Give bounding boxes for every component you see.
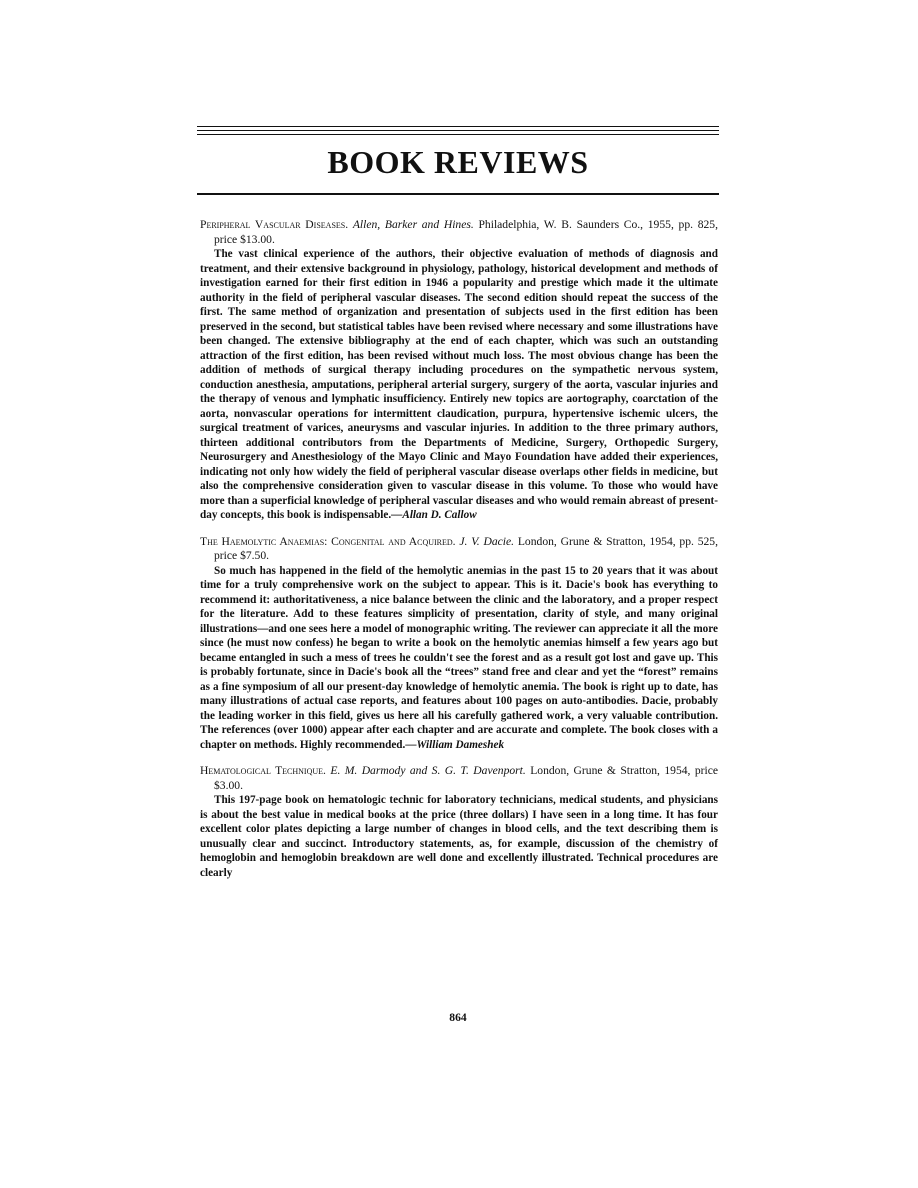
book-title: Hematological Technique. — [200, 764, 326, 777]
book-title: Peripheral Vascular Diseases. — [200, 218, 349, 231]
title-divider — [197, 193, 719, 195]
header-rules — [197, 126, 719, 138]
page-number: 864 — [449, 1011, 467, 1024]
book-authors: J. V. Dacie. — [459, 534, 515, 548]
review-citation — [200, 535, 718, 564]
book-authors: Allen, Barker and Hines. — [352, 218, 474, 231]
book-publication: Philadelphia, W. B. Saunders Co., 1955, pp. 825, price $13.00. — [214, 218, 718, 246]
reviewer-name: —Allan D. Callow — [391, 509, 477, 521]
review-text: The vast clinical experience of the authors, their objective evaluation of methods of diagnosis and treatment, and their extensive background in physiology, pathology, historical development and methods of investigation earned for their first edition in 1946 a popularity and prestige which made it the ultimate authority in the field of peripheral vascular diseases. The second edition should repeat the success of the first. The same method of organization and presentation of subjects used in the first edition has been preserved in the second, but statistical tables have been revised where necessary and some illustrations have been changed. The extensive bibliography at the end of each chapter, which was such an outstanding attraction of the first edition, has been revised without much loss. The most obvious change has been the addition of methods of surgical therapy including procedures on the sympathetic nervous system, conduction anesthesia, amputations, peripheral arterial surgery, surgery of the aorta, vascular injuries and the therapy of venous and lymphatic insufficiency. Entirely new topics are aortography, coarctation of the aorta, nonvascular operations for intermittent claudication, purpura, hypertensive ischemic ulcers, the surgical treatment of varices, aneurysms and vascular injuries. In addition to the three primary authors, thirteen additional contributors from the Departments of Medicine, Surgery, Orthopedic Surgery, Neurosurgery and Anesthesiology of the Mayo Clinic and Mayo Foundation have added their experiences, indicating not only how widely the field of peripheral vascular disease overlaps other fields in medicine, but also the comprehensive consideration given to vascular disease in this volume. To those who would have more than a superficial knowledge of peripheral vascular diseases and who would remain abreast of present-day concepts, this book is indispensable. — [200, 248, 718, 521]
book-title: The Haemolytic Anaemias: Congenital and Acquired. — [200, 534, 456, 548]
book-authors: E. M. Darmody and S. G. T. Davenport. — [330, 764, 526, 777]
review-body — [200, 247, 718, 523]
header-rule — [197, 134, 719, 135]
review-citation — [200, 764, 718, 793]
review-text: So much has happened in the field of the hemolytic anemias in the past 15 to 20 years that it was about time for a truly comprehensive work on the subject to appear. This is it. Dacie's book has everything to recommend it: authoritativeness, a nice balance between the clinic and the laboratory, and a proper respect for the literature. Add to these features simplicity of presentation, clarity of style, and many original illustrations—and one sees here a model of monographic writing. The reviewer can appreciate it all the more since (he must now confess) he began to write a book on the hemolytic anemias himself a few years ago but became entangled in such a mess of trees he couldn't see the forest and as a result got lost and gave up. This is probably fortunate, since in Dacie's book all the “trees” stand free and clear and yet the “forest” remains as a fine symposium of all our present-day knowledge of hemolytic anemia. The book is right up to date, has many illustrations of actual case reports, and features about 100 pages on auto-antibodies. Dacie, probably the leading worker in this field, gives us here all his carefully gathered work, a very valuable contribution. The references (over 1000) appear after each chapter and are accurate and complete. The book closes with a chapter on methods. Highly recommended. — [200, 564, 718, 751]
book-publication: London, Grune & Stratton, 1954, pp. 525, price $7.50. — [214, 534, 718, 562]
review-haemolytic-anaemias — [200, 535, 718, 753]
review-text: This 197-page book on hematologic technic for laboratory technicians, medical students, and physicians is about the best value in medical books at the price (three dollars) I have seen in a long time. It has four excellent color plates depicting a large number of changes in blood cells, and the text describing them is unusually clear and succinct. Introductory statements, as, for example, discussion of the chemistry of hemoglobin and hemoglobin breakdown are well done and excellently illustrated. Technical procedures are clearly — [200, 794, 718, 879]
reviewer-name: —William Dameshek — [405, 738, 505, 751]
page-title: BOOK REVIEWS — [327, 144, 589, 180]
header-rule — [197, 126, 719, 127]
review-body — [200, 793, 718, 880]
header-rule — [197, 130, 719, 131]
review-citation — [200, 218, 718, 247]
book-publication: London, Grune & Stratton, 1954, price $3.00. — [214, 764, 718, 792]
review-peripheral-vascular-diseases — [200, 218, 718, 523]
review-body — [200, 564, 718, 753]
review-hematological-technique — [200, 764, 718, 880]
reviews-column — [200, 218, 718, 892]
